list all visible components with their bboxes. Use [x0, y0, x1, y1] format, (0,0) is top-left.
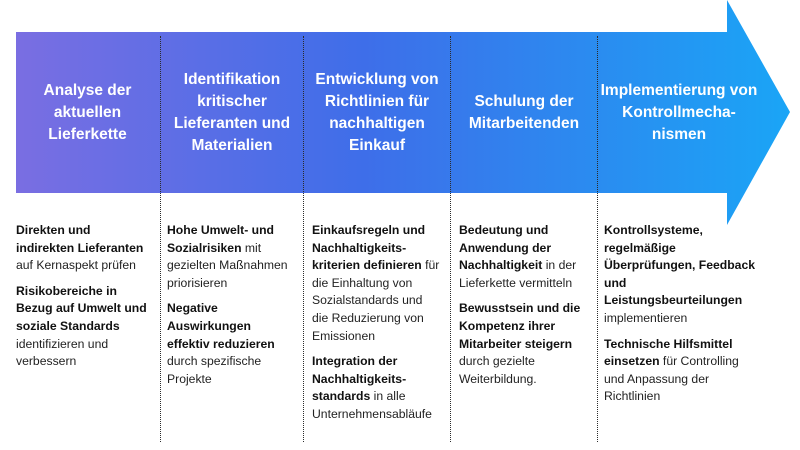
- detail-paragraph: [167, 222, 295, 292]
- stage-4-details: [459, 222, 591, 396]
- detail-text: durch spezifische Projekte: [167, 354, 262, 386]
- detail-paragraph: [167, 300, 295, 388]
- detail-highlight: Hohe Umwelt- und Sozialrisiken: [167, 223, 274, 255]
- detail-text: auf Kernaspekt prüfen: [16, 258, 136, 273]
- detail-text: mit gezielten Maßnahmen priorisieren: [167, 240, 288, 290]
- column-divider: [450, 36, 451, 442]
- detail-highlight: Risikobereiche in Bezug auf Umwelt und soziale Standards: [16, 283, 147, 333]
- detail-highlight: Direkten und indirekten Lieferanten: [16, 223, 144, 255]
- detail-paragraph: [604, 222, 760, 328]
- detail-paragraph: [459, 300, 591, 388]
- stage-5-title: Implementierung von Kontrollmechanismen: [600, 81, 758, 143]
- detail-highlight: Technische Hilfsmittel einsetzen: [604, 336, 733, 369]
- detail-text: in alle Unternehmensabläufe: [312, 389, 432, 421]
- detail-paragraph: [459, 222, 591, 292]
- column-divider: [160, 36, 161, 442]
- detail-paragraph: [16, 222, 152, 275]
- stage-3-title: Entwicklung von Richtlinien für nachhaltigen Einkauf: [315, 70, 439, 154]
- detail-text: für Controlling und Anpassung der Richtlinien: [604, 354, 739, 404]
- detail-highlight: Kontrollsysteme, regelmäßige Überprüfungen, Feedback und Leistungsbeurteilungen: [604, 223, 756, 308]
- detail-paragraph: [312, 353, 442, 423]
- detail-highlight: Integration der Nachhaltigkeitsstandards: [312, 354, 407, 404]
- stage-2-title: Identifikation kritischer Lieferanten und Materialien: [173, 70, 291, 154]
- stage-1-title: Analyse der aktuellen Lieferkette: [43, 81, 132, 143]
- detail-paragraph: [16, 283, 152, 371]
- detail-paragraph: [312, 222, 442, 345]
- stage-4-title: Schulung der Mitarbeitenden: [468, 92, 580, 132]
- detail-text: identifizieren und verbessern: [16, 336, 109, 369]
- detail-paragraph: [604, 336, 760, 406]
- detail-highlight: Bewusstsein und die Kompetenz ihrer Mitarbeiter steigern: [459, 301, 581, 351]
- detail-highlight: Bedeutung und Anwendung der Nachhaltigkeit: [459, 223, 552, 273]
- stage-5-details: [604, 222, 760, 414]
- detail-highlight: Negative Auswirkungen effektiv reduzieren: [167, 301, 275, 351]
- stage-1-details: [16, 222, 152, 379]
- column-divider: [597, 36, 598, 442]
- detail-text: implementieren: [604, 310, 688, 325]
- detail-highlight: Einkaufsregeln und Nachhaltigkeitskriterien definieren: [312, 223, 426, 273]
- stage-2-details: [167, 222, 295, 396]
- column-divider: [303, 36, 304, 442]
- detail-text: durch gezielte Weiterbildung.: [459, 354, 537, 386]
- detail-text: für die Einhaltung von Sozialstandards und die Reduzierung von Emissionen: [312, 258, 440, 343]
- stage-3-details: [312, 222, 442, 432]
- detail-text: in der Lieferkette vermitteln: [459, 258, 577, 290]
